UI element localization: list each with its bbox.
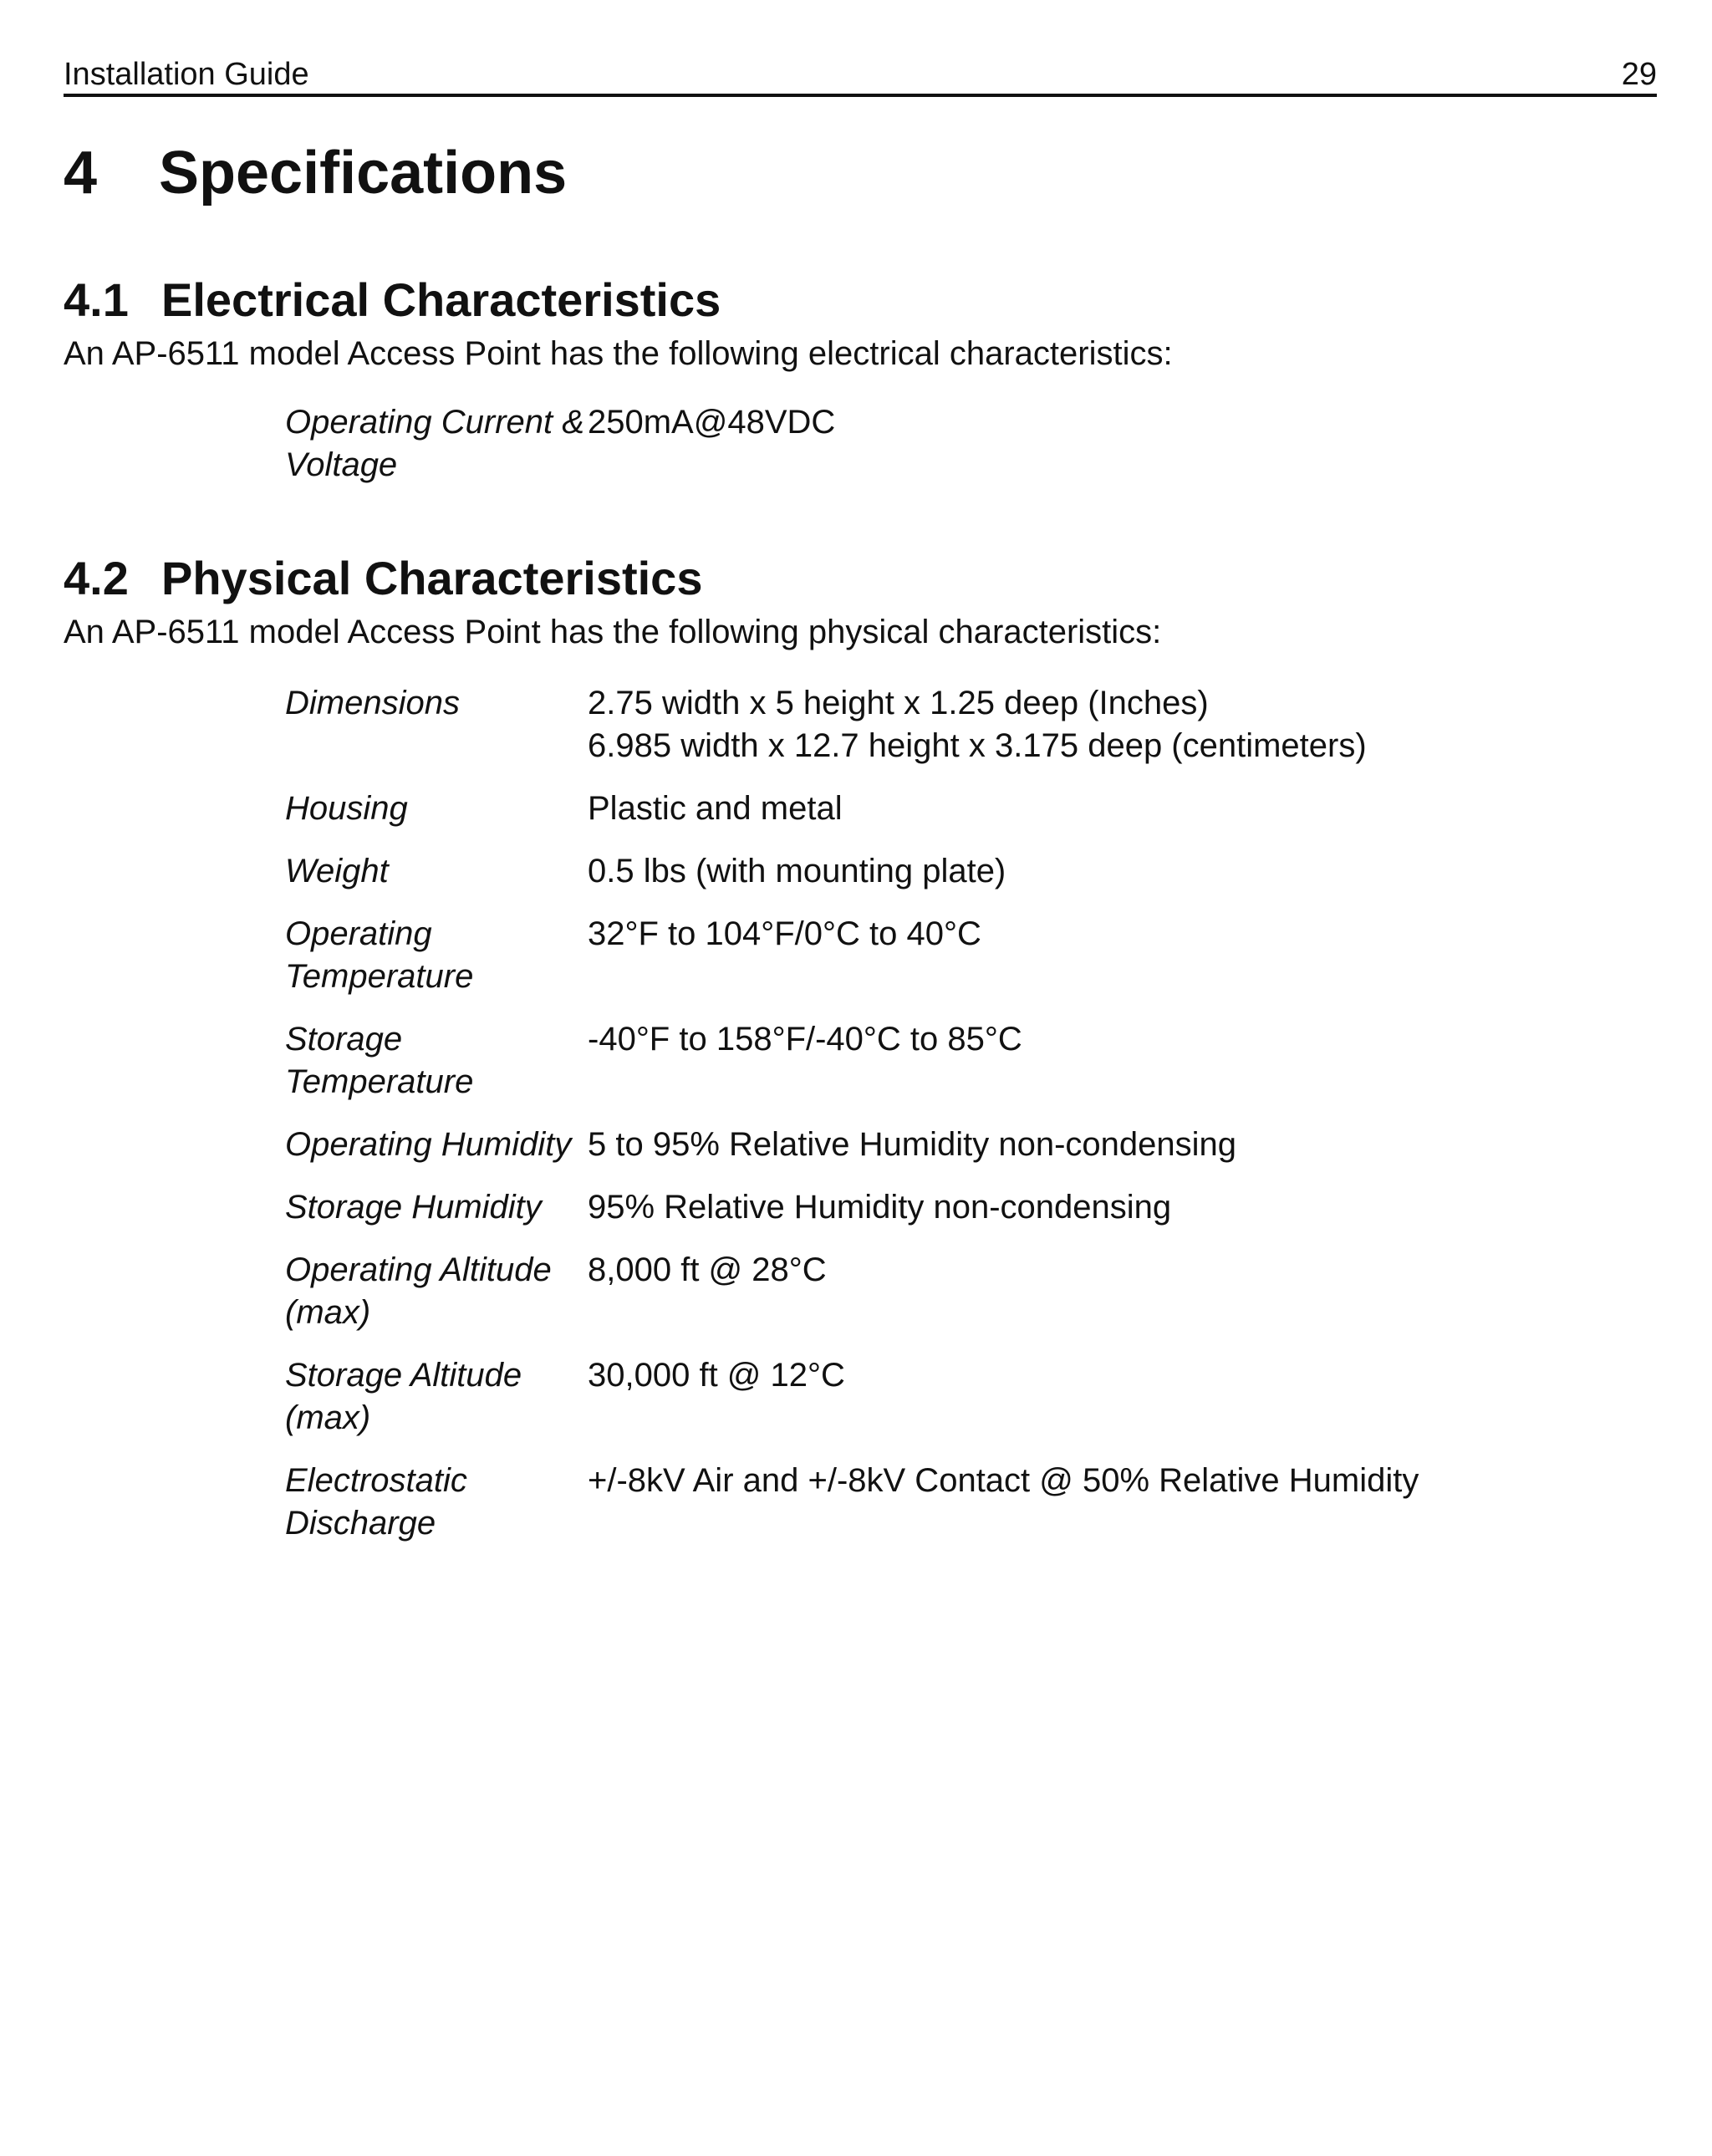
spec-row <box>285 1166 1623 1229</box>
spec-label: Operating Humidity <box>285 1126 572 1163</box>
running-header <box>64 50 1657 97</box>
section-intro-electrical: An AP-6511 model Access Point has the following electrical characteristics: <box>64 335 1173 372</box>
chapter-heading: Specifications <box>159 140 568 206</box>
page-number: 29 <box>1621 57 1657 92</box>
section-heading: Electrical Characteristics <box>161 273 721 326</box>
spec-label: Storage Temperature <box>285 1021 474 1100</box>
spec-row <box>285 998 1623 1103</box>
section-intro-physical: An AP-6511 model Access Point has the following physical characteristics: <box>64 614 1162 650</box>
spec-value: 8,000 ft @ 28°C <box>588 1251 827 1288</box>
spec-value: 30,000 ft @ 12°C <box>588 1357 845 1394</box>
spec-row <box>285 893 1623 998</box>
spec-value: 32°F to 104°F/0°C to 40°C <box>588 915 981 952</box>
spec-row <box>285 401 1623 487</box>
spec-row <box>285 1103 1623 1166</box>
spec-value: Plastic and metal <box>588 790 843 827</box>
spec-label: Storage Humidity <box>285 1189 542 1226</box>
chapter-title <box>64 140 567 206</box>
spec-row <box>285 1334 1623 1440</box>
section-number: 4.1 <box>64 273 129 326</box>
section-title-physical <box>64 553 702 604</box>
spec-value: -40°F to 158°F/-40°C to 85°C <box>588 1021 1022 1058</box>
spec-value: 2.75 width x 5 height x 1.25 deep (Inches) 6.985 width x 12.7 height x 3.175 deep (centimeters) <box>588 685 1367 764</box>
spec-label: Storage Altitude (max) <box>285 1357 522 1436</box>
spec-label: Operating Current & Voltage <box>285 404 584 483</box>
electrical-spec-table <box>285 401 1623 487</box>
spec-label: Weight <box>285 853 389 889</box>
spec-row <box>285 1440 1623 1545</box>
spec-row <box>285 830 1623 893</box>
header-title: Installation Guide <box>64 57 309 92</box>
spec-value: 250mA@48VDC <box>588 404 836 441</box>
spec-value: 95% Relative Humidity non-condensing <box>588 1189 1172 1226</box>
chapter-number: 4 <box>64 140 98 206</box>
spec-value: 5 to 95% Relative Humidity non-condensing <box>588 1126 1236 1163</box>
spec-value: +/-8kV Air and +/-8kV Contact @ 50% Relative Humidity <box>588 1462 1419 1499</box>
spec-value: 0.5 lbs (with mounting plate) <box>588 853 1006 889</box>
spec-label: Dimensions <box>285 685 460 721</box>
spec-row <box>285 1229 1623 1334</box>
spec-label: Housing <box>285 790 408 827</box>
section-number: 4.2 <box>64 552 129 604</box>
spec-label: Electrostatic Discharge <box>285 1462 467 1542</box>
physical-spec-table <box>285 682 1623 1545</box>
spec-label: Operating Altitude (max) <box>285 1251 552 1331</box>
spec-row <box>285 682 1623 767</box>
spec-row <box>285 767 1623 830</box>
section-heading: Physical Characteristics <box>161 552 703 604</box>
section-title-electrical <box>64 274 721 326</box>
spec-label: Operating Temperature <box>285 915 474 995</box>
